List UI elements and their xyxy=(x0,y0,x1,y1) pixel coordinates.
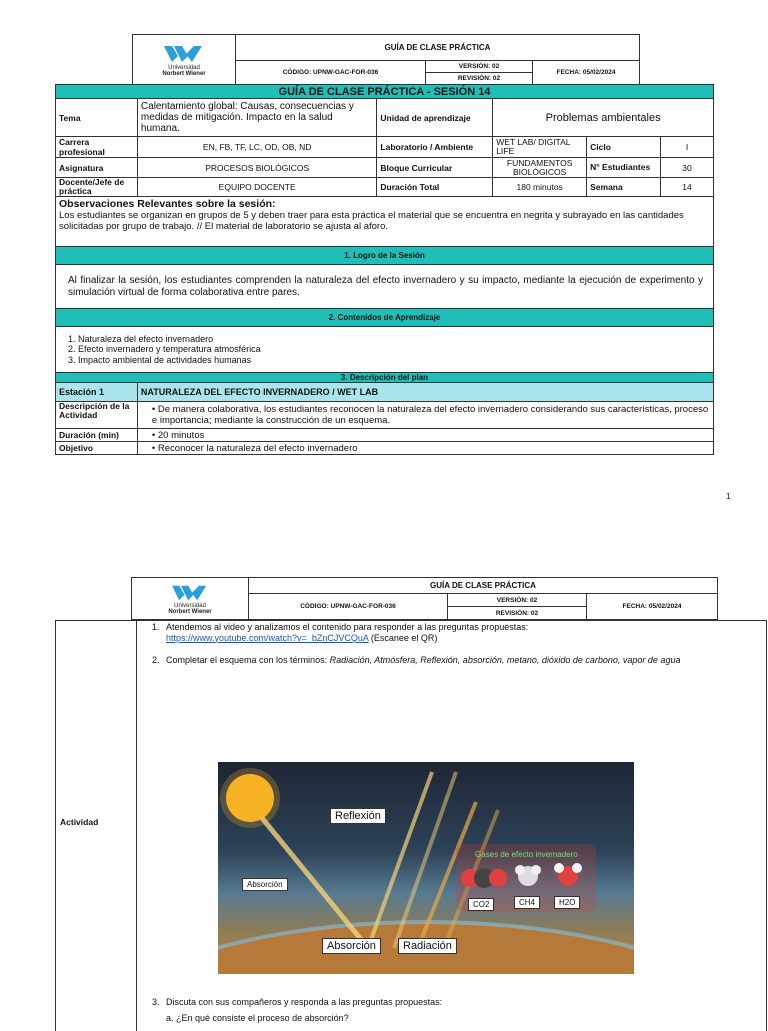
laboratorio-value: WET LAB/ DIGITAL LIFE xyxy=(493,137,587,158)
unidad-label: Unidad de aprendizaje xyxy=(377,99,493,137)
duracion-value: 180 minutos xyxy=(493,178,587,197)
logo-text-line1: Universidad xyxy=(174,602,206,609)
header-revision: REVISIÓN: 02 xyxy=(448,607,587,620)
item-2-terms: Radiación, Atmósfera, Reflexión, absorción, metano, dióxido de carbono, vapor de agua xyxy=(329,655,681,665)
bloque-value: FUNDAMENTOS BIOLÓGICOS xyxy=(493,158,587,178)
label-reflexion: Reflexión xyxy=(330,808,386,824)
item-2-prefix: Completar el esquema con los términos: xyxy=(166,655,330,665)
ciclo-value: I xyxy=(661,137,714,158)
label-ch4: CH4 xyxy=(514,896,540,909)
tema-value: Calentamiento global: Causas, consecuencias y medidas de mitigación. Impacto en la salud humana. xyxy=(137,99,376,137)
header-version: VERSIÓN: 02 xyxy=(426,61,533,73)
item-1-suffix: (Escanee el QR) xyxy=(368,632,438,643)
header-title: GUÍA DE CLASE PRÁCTICA xyxy=(236,35,640,61)
university-logo xyxy=(133,35,236,85)
carrera-value: EN, FB, TF, LC, OD, OB, ND xyxy=(137,137,376,158)
observaciones-cell xyxy=(56,197,714,247)
header-version: VERSIÓN: 02 xyxy=(448,594,587,607)
semana-value: 14 xyxy=(661,178,714,197)
unidad-value: Problemas ambientales xyxy=(493,99,714,137)
tema-label: Tema xyxy=(56,99,138,137)
header-codigo: CÓDIGO: UPNW-GAC-FOR-036 xyxy=(249,594,448,620)
contenidos-cell xyxy=(56,327,714,373)
duracion-min-label: Duración (min) xyxy=(56,429,138,442)
logo-text-line2: Norbert Wiener xyxy=(162,71,206,77)
session-table xyxy=(55,84,714,455)
estacion-label: Estación 1 xyxy=(56,383,138,402)
item-3: 3. Discuta con sus compañeros y responda a las preguntas propuestas: xyxy=(152,997,443,1007)
header-codigo: CÓDIGO: UPNW-GAC-FOR-036 xyxy=(236,61,426,85)
observaciones-text: Los estudiantes se organizan en grupos de 5 y deben traer para esta práctica el material que se encuentra en negrita y subrayado en las cantidades solicitadas por grupo de trabajo. // El material de laboratorio se ajusta al aforo. xyxy=(59,210,684,232)
item-1: 1. Atendemos al video y analizamos el contenido para responder a las preguntas propuestas: https://www.youtube.com/watch?v=_bZnCJVCQuA (Escanee el QR) xyxy=(152,622,529,643)
item-2: 2. Completar el esquema con los términos: Radiación, Atmósfera, Reflexión, absorción, metano, dióxido de carbono, vapor de agua xyxy=(152,655,681,665)
header-title: GUÍA DE CLASE PRÁCTICA xyxy=(249,578,718,594)
header-revision: REVISIÓN: 02 xyxy=(426,73,533,85)
page1-header xyxy=(132,34,640,85)
laboratorio-label: Laboratorio / Ambiente xyxy=(377,137,493,158)
page2-header xyxy=(131,577,718,620)
label-co2: CO2 xyxy=(468,898,494,911)
label-absorcion-left: Absorción xyxy=(242,878,288,891)
logo-text-line2: Norbert Wiener xyxy=(168,609,212,615)
label-absorcion-bottom: Absorción xyxy=(322,938,381,954)
logro-text: Al finalizar la sesión, los estudiantes comprenden la naturaleza del efecto invernadero y su impacto, mediante la ejecución de experimento y simulación virtual de forma colaborativa entre pares. xyxy=(56,265,714,309)
co2-molecule-icon xyxy=(461,868,507,888)
logro-header: 1. Logro de la Sesión xyxy=(56,247,714,265)
label-h2o: H2O xyxy=(554,896,580,909)
label-gases: Gases de efecto invernadero xyxy=(475,850,578,859)
label-radiacion: Radiación xyxy=(398,938,457,954)
estudiantes-label: N° Estudiantes xyxy=(587,158,661,178)
observaciones-title: Observaciones Relevantes sobre la sesión: xyxy=(59,198,276,210)
bloque-label: Bloque Curricular xyxy=(377,158,493,178)
docente-value: EQUIPO DOCENTE xyxy=(137,178,376,197)
university-logo xyxy=(132,578,249,620)
item-3-text: Discuta con sus compañeros y responda a las preguntas propuestas: xyxy=(166,997,443,1007)
video-link[interactable]: https://www.youtube.com/watch?v=_bZnCJVCQuA xyxy=(166,632,369,643)
contenido-item: 2. Efecto invernadero y temperatura atmosférica xyxy=(78,344,709,355)
logo-text-line1: Universidad xyxy=(168,64,200,71)
page-number: 1 xyxy=(726,492,731,501)
contenido-item: 3. Impacto ambiental de actividades humanas xyxy=(78,355,709,366)
plan-header: 3. Descripción del plan xyxy=(56,373,714,383)
objetivo-label: Objetivo xyxy=(56,442,138,455)
item-1-text: Atendemos al video y analizamos el contenido para responder a las preguntas propuestas: xyxy=(166,622,529,632)
estudiantes-value: 30 xyxy=(661,158,714,178)
estacion-value: NATURALEZA DEL EFECTO INVERNADERO / WET LAB xyxy=(137,383,713,402)
asignatura-label: Asignatura xyxy=(56,158,138,178)
actividad-label: Actividad xyxy=(60,817,99,827)
contenidos-header: 2. Contenidos de Aprendizaje xyxy=(56,309,714,327)
contenido-item: 1. Naturaleza del efecto invernadero xyxy=(78,334,709,345)
session-banner: GUÍA DE CLASE PRÁCTICA - SESIÓN 14 xyxy=(56,85,714,99)
descripcion-label: Descripción de la Actividad xyxy=(56,402,138,429)
descripcion-value: • De manera colaborativa, los estudiantes reconocen la naturaleza del efecto invernadero considerando sus características, proceso e importancia; mediante la construcción de un esquema. xyxy=(137,402,713,429)
logo-chevrons-icon xyxy=(170,584,210,602)
objetivo-value: • Reconocer la naturaleza del efecto invernadero xyxy=(137,442,713,455)
duracion-label: Duración Total xyxy=(377,178,493,197)
carrera-label: Carrera profesional xyxy=(56,137,138,158)
header-fecha: FECHA: 05/02/2024 xyxy=(533,61,640,85)
docente-label: Docente/Jefe de práctica xyxy=(56,178,138,197)
logo-chevrons-icon xyxy=(164,44,204,64)
duracion-min-value: • 20 minutos xyxy=(137,429,713,442)
item-3a: a. ¿En qué consiste el proceso de absorción? xyxy=(166,1013,349,1023)
greenhouse-diagram xyxy=(218,762,634,974)
semana-label: Semana xyxy=(587,178,661,197)
column-divider xyxy=(136,621,137,1031)
asignatura-value: PROCESOS BIOLÓGICOS xyxy=(137,158,376,178)
header-fecha: FECHA: 05/02/2024 xyxy=(587,594,718,620)
ciclo-label: Ciclo xyxy=(587,137,661,158)
